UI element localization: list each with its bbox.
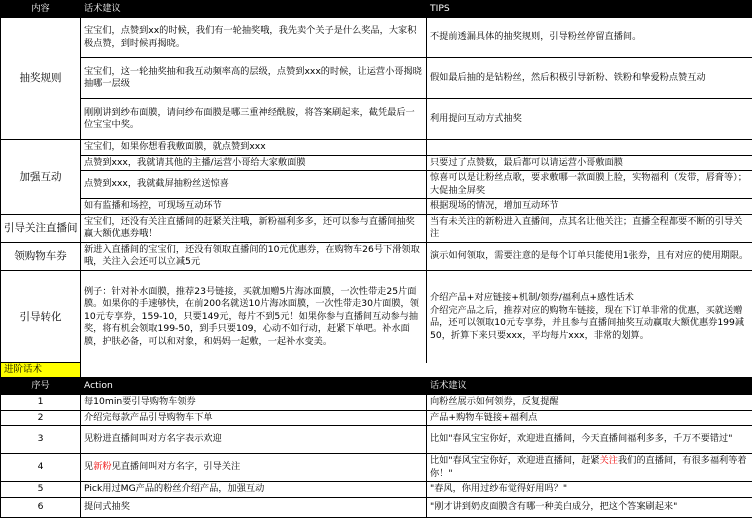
- tip-cell: 不提前透漏具体的抽奖规则，引导粉丝停留直播间。: [427, 18, 752, 58]
- tip-cell: [427, 140, 752, 156]
- script-cell: 新进入直播间的宝宝们，还没有领取直播间的10元优惠券，在购物车26号下滑领取哦，关注入会还可以立减5元: [81, 242, 427, 270]
- table-row: [1, 214, 752, 242]
- tip-cell: 演示如何领取，需要注意的是每个订单只能使用1张券，且有对应的使用期限。: [427, 242, 752, 270]
- action-cell: 介绍完每款产品引导购物车下单: [81, 410, 427, 426]
- table-header: [1, 378, 752, 395]
- script-text: 比如"春风宝宝你好，欢迎进直播间，赶紧: [430, 455, 600, 466]
- row-number: 2: [1, 410, 81, 426]
- category-cell: 引导关注直播间: [1, 214, 81, 242]
- row-number: 1: [1, 395, 81, 411]
- script-cell: 点赞到xxx，我就截屏抽粉丝送惊喜: [81, 171, 427, 199]
- table-row: [1, 426, 752, 454]
- table-row: [1, 482, 752, 498]
- table-row: [1, 410, 752, 426]
- header-script: 话术建议: [427, 378, 752, 395]
- table-row: [1, 18, 752, 58]
- action-cell: 见粉进直播间叫对方名字表示欢迎: [81, 426, 427, 454]
- action-cell: [81, 454, 427, 482]
- header-no: 序号: [1, 378, 81, 395]
- tip-cell: 根据现场的情况，增加互动环节: [427, 199, 752, 215]
- header-action: Action: [81, 378, 427, 395]
- advanced-table: [0, 377, 752, 518]
- action-cell: 提问式抽奖: [81, 497, 427, 517]
- script-cell: 刚刚讲到纱布面膜，请问纱布面膜是哪三重神经酰胺，将答案刷起来，截凭最后一位宝宝中奖。: [81, 99, 427, 140]
- script-cell: 宝宝们，如果你想看我敷面膜，就点赞到xxx: [81, 140, 427, 156]
- tip-cell: 惊喜可以是让粉丝点歌，要求敷哪一款面膜上脸，实物福利（发带，唇膏等）；大促抽全屏奖: [427, 171, 752, 199]
- script-text: 我们的直播间，有很多福利等着你！": [430, 455, 747, 479]
- tip-cell: 当有未关注的新粉进入直播间，点其名让他关注；直播全程都要不断的引导关注: [427, 214, 752, 242]
- script-cell: 宝宝们，这一轮抽奖抽和我互动频率高的层级，点赞到xxx的时候，让运营小哥揭晓抽哪一层级: [81, 58, 427, 99]
- table-row: [1, 199, 752, 215]
- table-row: [1, 155, 752, 171]
- row-number: 6: [1, 497, 81, 517]
- table-row: [1, 454, 752, 482]
- script-cell: "春风，你用过纱布觉得好用吗？": [427, 482, 752, 498]
- action-cell: 每10min要引导购物车领券: [81, 395, 427, 411]
- script-cell: 宝宝们，还没有关注直播间的赶紧关注哦，新粉福利多多，还可以参与直播间抽奖赢大额优惠券哦！: [81, 214, 427, 242]
- category-cell: 引导转化: [1, 270, 81, 364]
- tip-cell: 介绍产品+对应链接+机制/领券/福利点+感性话术 介绍完产品之后，推荐对应的购物车链接，现在下订单非常的优惠，买就送赠品，还可以领取10元专享券，并且参与直播间抽奖互动赢取大额优惠券199减50，折算下来只要xxx，平均每片xxx，非常的划算。: [427, 270, 752, 364]
- category-cell: 领购物车券: [1, 242, 81, 270]
- tip-cell: 假如最后抽的是钻粉丝，然后积极引导新粉、铁粉和挚爱粉点赞互动: [427, 58, 752, 99]
- table-row: [1, 99, 752, 140]
- header-content: 内容: [1, 1, 81, 18]
- header-tips: TIPS: [427, 1, 752, 18]
- row-number: 4: [1, 454, 81, 482]
- row-number: 5: [1, 482, 81, 498]
- script-cell: 向粉丝展示如何领券，反复提醒: [427, 395, 752, 411]
- script-cell: 宝宝们，点赞到xx的时候，我们有一轮抽奖哦，我先卖个关子是什么奖品，大家积极点赞，到时候再揭晓。: [81, 18, 427, 58]
- category-cell: 抽奖规则: [1, 18, 81, 140]
- table-header: [1, 1, 752, 18]
- action-text: 见直播间叫对方名字，引导关注: [111, 461, 241, 473]
- action-text: 见: [84, 461, 94, 473]
- tip-cell: 只要过了点赞数，最后都可以请运营小哥敷面膜: [427, 155, 752, 171]
- category-cell: 加强互动: [1, 140, 81, 215]
- table-row: [1, 140, 752, 156]
- action-cell: Pick用过MG产品的粉丝介绍产品，加强互动: [81, 482, 427, 498]
- highlight-text: 新粉: [93, 461, 112, 473]
- table-row: [1, 395, 752, 411]
- script-cell: [427, 454, 752, 482]
- script-cell: 比如"春风宝宝你好，欢迎进直播间，今天直播间福利多多，千万不要错过": [427, 426, 752, 454]
- script-cell: 如有监播和场控，可现场互动环节: [81, 199, 427, 215]
- highlight-text: 关注: [599, 455, 618, 466]
- header-script: 话术建议: [81, 1, 427, 18]
- table-row: [1, 242, 752, 270]
- script-cell: 产品+购物车链接+福利点: [427, 410, 752, 426]
- section-title: 进阶话术: [1, 363, 81, 379]
- table-row: [1, 497, 752, 517]
- script-cell: 例子：针对补水面膜，推荐23号链接，买就加赠5片海冰面膜，一次性带走25片面膜。如果你的手速够快，在前200名就送10片海冰面膜，一次性带走30片面膜，领10元专享券，159-10，只要149元，每片不到5元！如果你参与直播间互动参与抽奖，将有机会领取199-50，到手只要109，心动不如行动，赶紧下单吧。补水面膜，护肤必备，可以和对象，和妈妈一起敷，一起补水变美。: [81, 270, 427, 364]
- script-cell: 点赞到xxx，我就请其他的主播/运营小哥给大家敷面膜: [81, 155, 427, 171]
- table-row: [1, 270, 752, 364]
- table-row: [1, 171, 752, 199]
- script-cell: "刚才讲到奶皮面膜含有哪一种美白成分，把这个答案刷起来": [427, 497, 752, 517]
- row-number: 3: [1, 426, 81, 454]
- table-row: [1, 58, 752, 99]
- tip-cell: 利用提问互动方式抽奖: [427, 99, 752, 140]
